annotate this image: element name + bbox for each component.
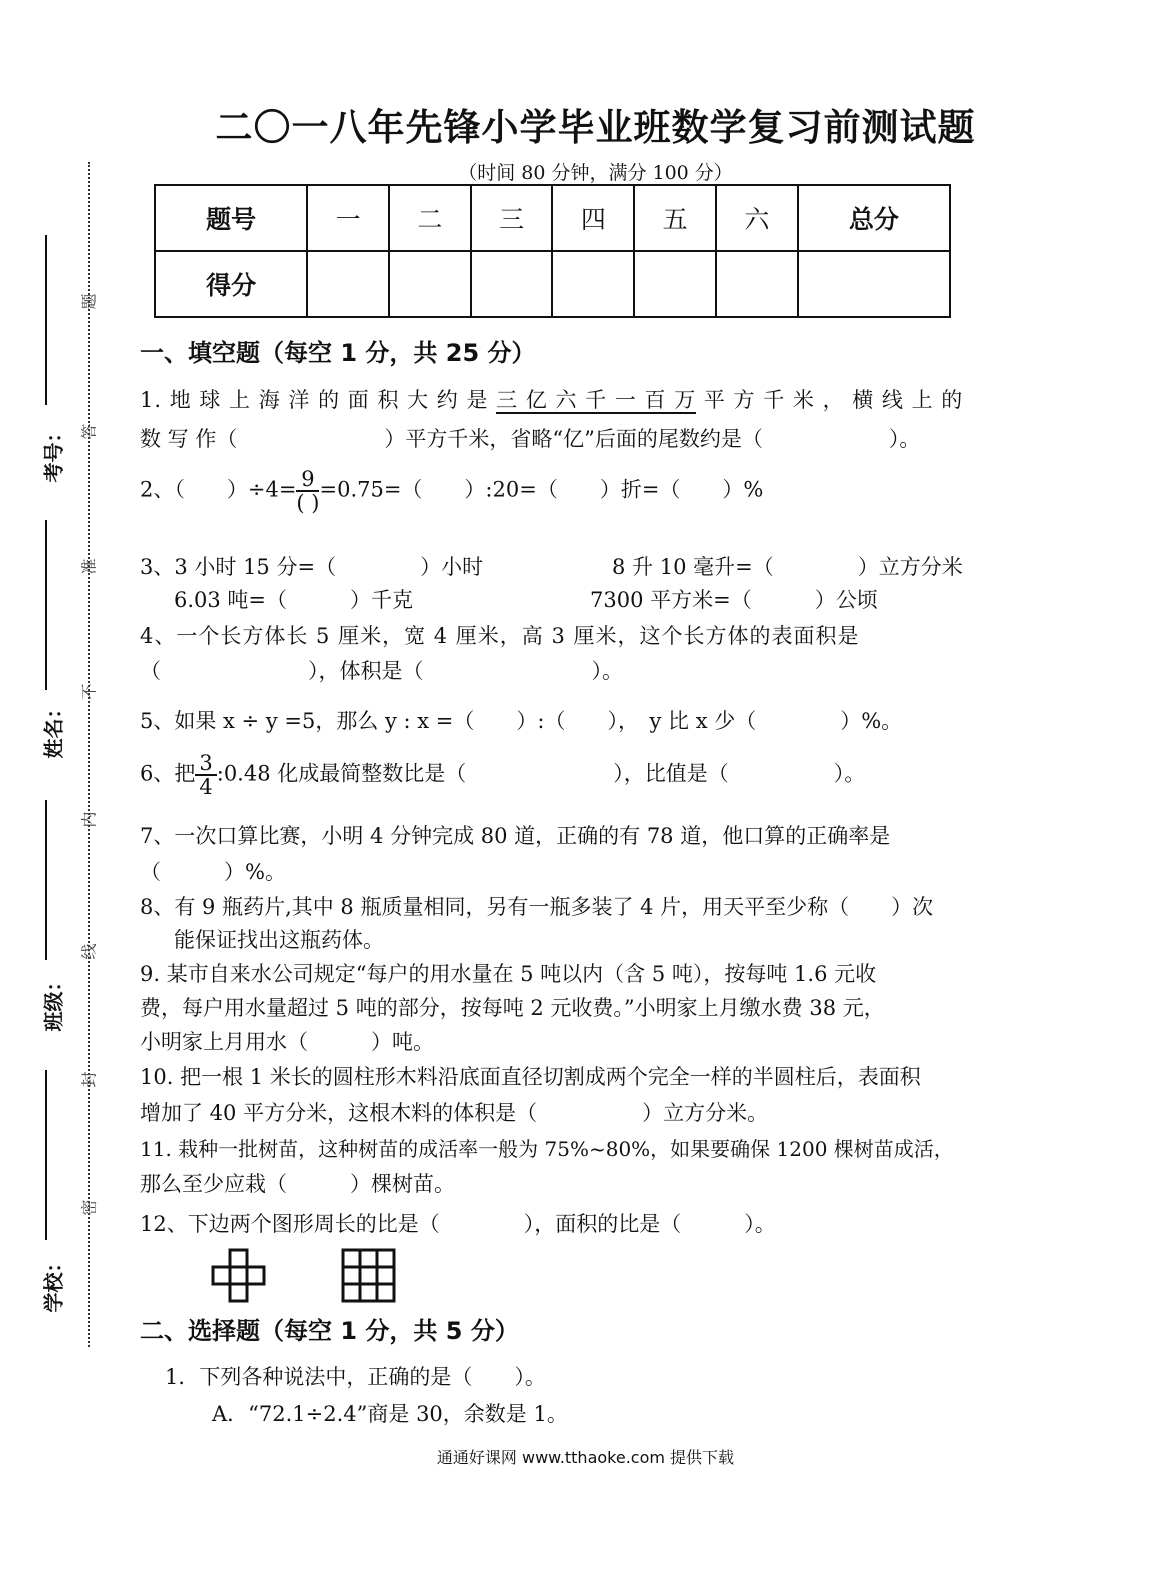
question-10: 10. 把一根 1 米长的圆柱形木料沿底面直径切割成两个完全一样的半圆柱后，表面积 <box>140 1065 921 1089</box>
fraction <box>296 468 319 514</box>
seal-char: 密 <box>79 1199 99 1216</box>
q2-text-a: 2、（ ）÷4= <box>140 477 297 502</box>
score-header-cell: 题号 <box>155 185 307 251</box>
question-8: 8、有 9 瓶药片,其中 8 瓶质量相同，另有一瓶多装了 4 片，用天平至少称（ ）次 <box>140 895 934 919</box>
question-4-line-2: （ ），体积是（ ）。 <box>140 659 623 683</box>
section-heading: 二、选择题（每空 1 分，共 5 分） <box>140 1317 519 1345</box>
question-11: 11. 栽种一批树苗，这种树苗的成活率一般为 75%~80%，如果要确保 1200 棵树苗成活， <box>140 1137 954 1161</box>
score-table <box>154 184 951 318</box>
choice-option-a: A．“72.1÷2.4”商是 30，余数是 1。 <box>212 1402 568 1426</box>
school-label: 学校： <box>41 1252 66 1313</box>
fraction-numerator: 9 <box>296 468 319 492</box>
seal-dotted-line <box>88 162 90 1347</box>
question-5: 5、如果 x ÷ y =5，那么 y : x =（ ）:（ ）， y 比 x 少（ ）%。 <box>140 709 903 733</box>
q6-text-a: 6、把 <box>140 761 196 786</box>
question-7: 7、一次口算比赛，小明 4 分钟完成 80 道，正确的有 78 道，他口算的正确率是 <box>140 824 891 848</box>
class-label: 班级： <box>41 971 66 1032</box>
question-9-line-2: 费，每户用水量超过 5 吨的部分，按每吨 2 元收费。”小明家上月缴水费 38 元， <box>140 996 885 1020</box>
score-cell[interactable] <box>389 251 471 317</box>
question-8-line-2: 能保证找出这瓶药体。 <box>174 928 384 952</box>
seal-char: 答 <box>79 423 99 440</box>
score-cell[interactable] <box>552 251 634 317</box>
fraction-denominator: 4 <box>199 775 213 800</box>
question-1-line-2: 数 写 作（ ）平方千米，省略“亿”后面的尾数约是（ ）。 <box>140 427 921 451</box>
score-header-cell: 五 <box>634 185 716 251</box>
page-title: 二〇一八年先锋小学毕业班数学复习前测试题 <box>215 106 976 149</box>
field-line <box>45 800 47 960</box>
field-line <box>45 1070 47 1240</box>
q1-underlined: 三 亿 六 千 一 百 万 <box>496 388 697 412</box>
score-header-cell: 二 <box>389 185 471 251</box>
score-row-label: 得分 <box>155 251 307 317</box>
question-11-line-2: 那么至少应栽（ ）棵树苗。 <box>140 1172 455 1196</box>
question-10-line-2: 增加了 40 平方分米，这根木料的体积是（ ）立方分米。 <box>140 1101 769 1125</box>
field-line <box>45 520 47 690</box>
name-label: 姓名： <box>41 698 66 759</box>
score-cell[interactable] <box>471 251 553 317</box>
fraction <box>195 752 216 798</box>
fraction-denominator: ( ) <box>296 491 320 516</box>
score-table-header-row <box>155 185 950 251</box>
score-cell[interactable] <box>634 251 716 317</box>
score-header-cell: 一 <box>307 185 389 251</box>
q2-text-b: =0.75=（ ）:20=（ ）折=（ ）% <box>319 477 764 502</box>
question-7-line-2: （ ）%。 <box>140 860 286 884</box>
score-cell[interactable] <box>307 251 389 317</box>
seal-char: 线 <box>79 943 99 960</box>
fraction-numerator: 3 <box>195 752 216 776</box>
score-header-cell: 三 <box>471 185 553 251</box>
q1-text-b: 平 方 千 米 ， 横 线 上 的 <box>696 388 964 412</box>
seal-char: 封 <box>79 1071 99 1088</box>
cross-figure <box>213 1250 264 1301</box>
question-3-d: 7300 平方米=（ ）公顷 <box>590 588 878 612</box>
seal-char: 内 <box>79 811 99 828</box>
question-2 <box>140 468 763 514</box>
score-header-cell: 六 <box>716 185 798 251</box>
seal-char: 不 <box>79 683 99 700</box>
score-header-cell: 总分 <box>798 185 950 251</box>
score-header-cell: 四 <box>552 185 634 251</box>
score-cell[interactable] <box>716 251 798 317</box>
section-heading: 一、填空题（每空 1 分，共 25 分） <box>140 339 536 367</box>
seal-char: 准 <box>79 558 99 575</box>
question-9-line-3: 小明家上月用水（ ）吨。 <box>140 1030 434 1054</box>
score-table-score-row <box>155 251 950 317</box>
question-12: 12、下边两个图形周长的比是（ ），面积的比是（ ）。 <box>140 1212 776 1236</box>
page-subtitle: （时间 80 分钟，满分 100 分） <box>458 162 733 184</box>
grid-figure <box>343 1250 394 1301</box>
question-6 <box>140 752 865 798</box>
seal-char: 题 <box>79 293 99 310</box>
question-9: 9. 某市自来水公司规定“每户的用水量在 5 吨以内（含 5 吨），按每吨 1.6 元收 <box>140 962 877 986</box>
q12-figures <box>205 1248 405 1304</box>
score-cell[interactable] <box>798 251 950 317</box>
question-1 <box>140 384 963 414</box>
field-line <box>45 235 47 405</box>
exam-number-label: 考号： <box>41 422 66 483</box>
q1-text-a: 1. 地 球 上 海 洋 的 面 积 大 约 是 <box>140 388 497 412</box>
question-3-c: 6.03 吨=（ ）千克 <box>174 588 414 612</box>
choice-question-1: 1．下列各种说法中，正确的是（ ）。 <box>165 1365 546 1389</box>
question-3-a: 3、3 小时 15 分=（ ）小时 <box>140 555 484 579</box>
q6-text-b: :0.48 化成最简整数比是（ ），比值是（ ）。 <box>216 761 866 786</box>
question-4: 4、一个长方体长 5 厘米，宽 4 厘米，高 3 厘米，这个长方体的表面积是 <box>140 624 860 648</box>
question-3-b: 8 升 10 毫升=（ ）立方分米 <box>612 555 963 579</box>
footer-source: 通通好课网 www.tthaoke.com 提供下载 <box>436 1448 735 1467</box>
